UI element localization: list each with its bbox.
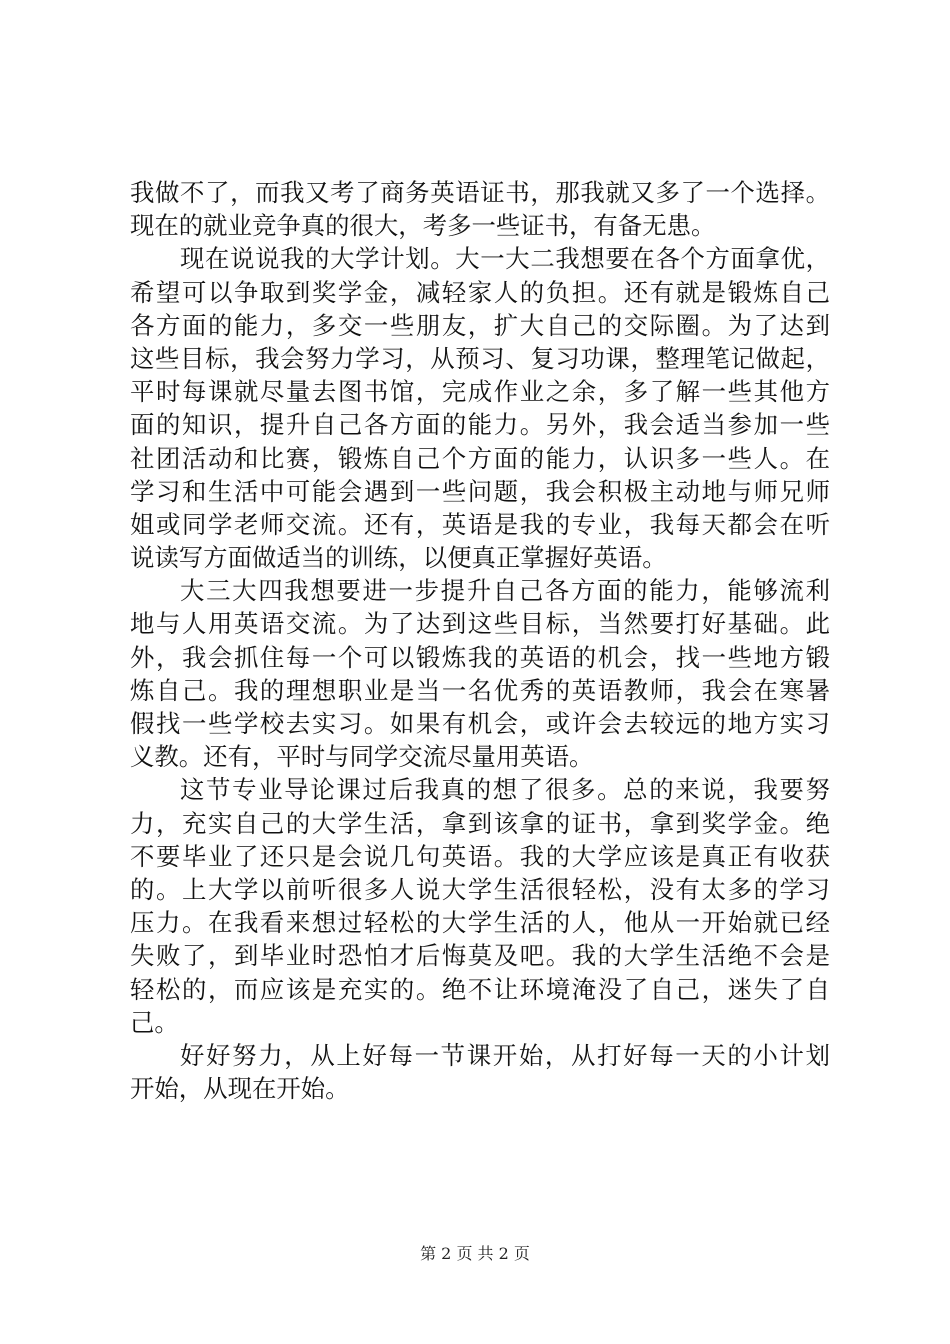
text-line: 说读写方面做适当的训练，以便真正掌握好英语。: [130, 543, 667, 573]
text-line: 轻松的，而应该是充实的。绝不让环境淹没了自己，迷失了自: [130, 974, 830, 1004]
text-line: 现在的就业竞争真的很大，考多一些证书，有备无患。: [130, 211, 716, 241]
text-line: 社团活动和比赛，锻炼自己个方面的能力，认识多一些人。在: [130, 443, 830, 473]
text-line: 外，我会抓住每一个可以锻炼我的英语的机会，找一些地方锻: [130, 642, 830, 672]
page-footer: [0, 1244, 950, 1264]
text-line: 这些目标，我会努力学习，从预习、复习功课，整理笔记做起，: [130, 343, 830, 373]
text-line: 开始，从现在开始。: [130, 1074, 350, 1104]
text-line: 我做不了，而我又考了商务英语证书，那我就又多了一个选择。: [130, 178, 830, 207]
text-line: 不要毕业了还只是会说几句英语。我的大学应该是真正有收获: [130, 841, 830, 871]
text-line: 姐或同学老师交流。还有，英语是我的专业，我每天都会在听: [130, 509, 830, 539]
text-line: 力，充实自己的大学生活，拿到该拿的证书，拿到奖学金。绝: [130, 808, 830, 838]
text-line: 义教。还有，平时与同学交流尽量用英语。: [130, 742, 594, 772]
text-line: 希望可以争取到奖学金，减轻家人的负担。还有就是锻炼自己: [130, 277, 830, 307]
text-line: 的。上大学以前听很多人说大学生活很轻松，没有太多的学习: [130, 874, 830, 904]
text-line: 大三大四我想要进一步提升自己各方面的能力，能够流利: [180, 576, 830, 606]
text-line: 压力。在我看来想过轻松的大学生活的人，他从一开始就已经: [130, 908, 830, 938]
text-line: 学习和生活中可能会遇到一些问题，我会积极主动地与师兄师: [130, 476, 830, 506]
text-line: 各方面的能力，多交一些朋友，扩大自己的交际圈。为了达到: [130, 310, 830, 340]
text-line: 地与人用英语交流。为了达到这些目标，当然要打好基础。此: [130, 609, 830, 639]
text-line: 这节专业导论课过后我真的想了很多。总的来说，我要努: [180, 775, 830, 805]
page-number: 第 2 页 共 2 页: [420, 1244, 530, 1263]
text-line: 平时每课就尽量去图书馆，完成作业之余，多了解一些其他方: [130, 377, 830, 407]
text-line: 失败了，到毕业时恐怕才后悔莫及吧。我的大学生活绝不会是: [130, 941, 830, 971]
text-line: 己。: [130, 1007, 179, 1037]
text-line: 面的知识，提升自己各方面的能力。另外，我会适当参加一些: [130, 410, 830, 440]
text-line: 现在说说我的大学计划。大一大二我想要在各个方面拿优，: [180, 244, 830, 274]
text-line: 假找一些学校去实习。如果有机会，或许会去较远的地方实习: [130, 709, 830, 738]
text-line: 炼自己。我的理想职业是当一名优秀的英语教师，我会在寒暑: [130, 675, 830, 705]
document-body: [130, 176, 830, 1105]
text-line: 好好努力，从上好每一节课开始，从打好每一天的小计划: [180, 1040, 830, 1070]
